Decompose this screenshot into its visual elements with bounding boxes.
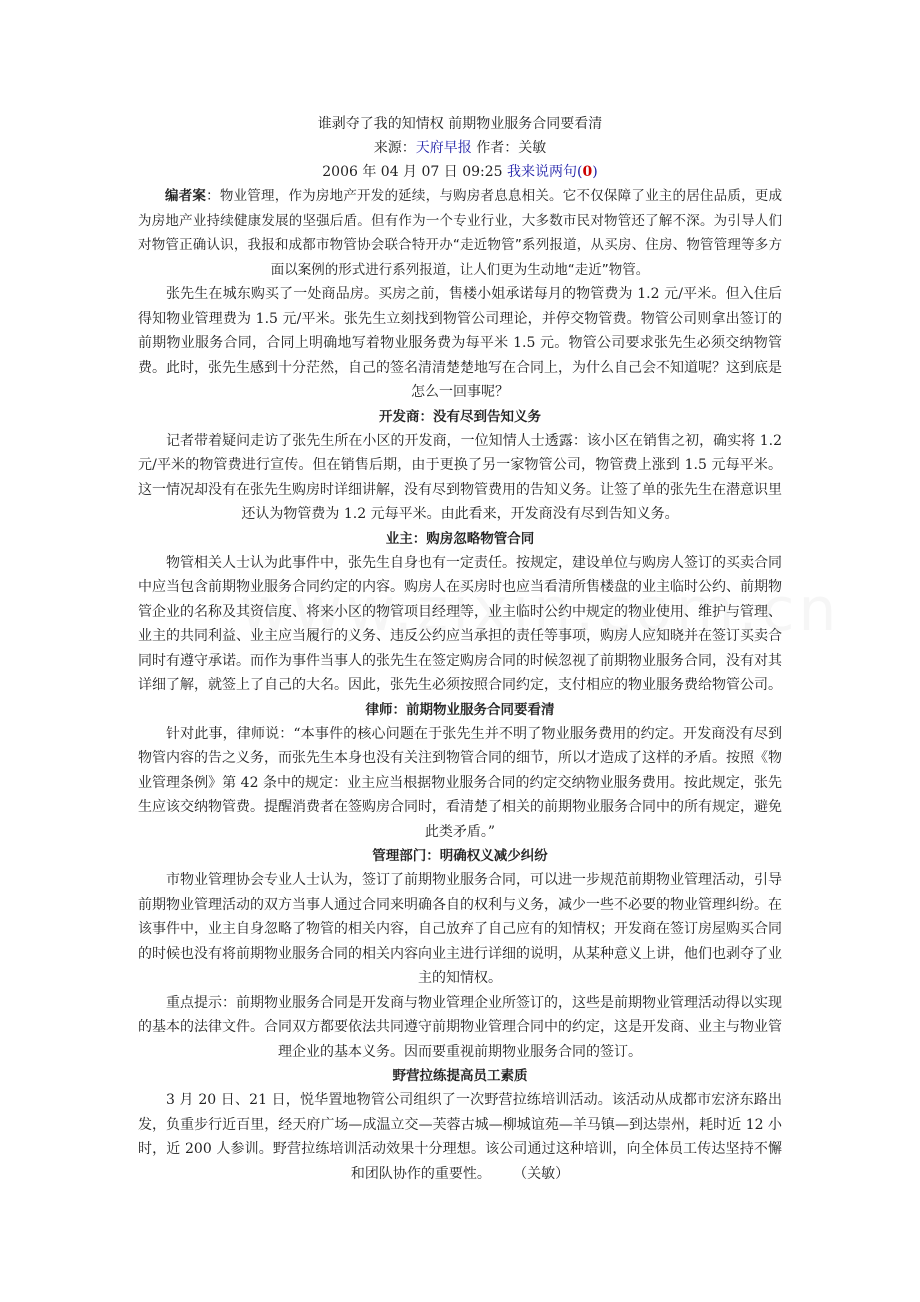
article-body: [138, 110, 782, 1186]
editor-note-text: ：物业管理，作为房地产开发的延续，与购房者息息相关。它不仅保障了业主的居住品质，更成为房地产业持续健康发展的坚强后盾。但有作为一个专业行业，大多数市民对物管还了解不深。为引导人们对物管正确认识，我报和成都市物管协会联合特开办“走近物管”系列报道，从买房、住房、物管管理等多方面以案例的形式进行系列报道，让人们更为生动地“走近”物管。: [138, 188, 783, 278]
section-text-lawyer: 针对此事，律师说：“本事件的核心问题在于张先生并不明了物业服务费用的约定。开发商没有尽到物管内容的告之义务，而张先生本身也没有关注到物管合同的细节，所以才造成了这样的矛盾。按照《物业管理条例》第 42 条中的规定：业主应当根据物业服务合同的约定交纳物业服务费用。按此规定，张先生应该交纳物管费。提醒消费者在签购房合同时，看清楚了相关的前期物业服务合同中的所有规定，避免此类矛盾。”: [138, 725, 782, 840]
section-heading-owner: 业主：购房忽略物管合同: [385, 530, 535, 547]
source-link[interactable]: 天府早报: [415, 140, 472, 156]
author-label: 作者：: [471, 140, 519, 156]
editor-note-label: 编者案: [165, 188, 207, 204]
section-heading-authority: 管理部门：明确权义减少纠纷: [372, 848, 548, 864]
comment-count[interactable]: 0: [582, 164, 593, 180]
comment-link-text[interactable]: 我来说两句(: [507, 164, 583, 180]
publish-datetime: 2006 年 04 月 07 日 09:25: [322, 164, 503, 180]
news-heading: 野营拉练提高员工素质: [392, 1068, 528, 1084]
article-date-line: [138, 160, 782, 184]
section-text-authority: 市物业管理协会专业人士认为，签订了前期物业服务合同，可以进一步规范前期物业管理活动，引导前期物业管理活动的双方当事人通过合同来明确各自的权利与义务，减少一些不必要的物业管理纠纷。在该事件中，业主自身忽略了物管的相关内容，自己放弃了自己应有的知情权；开发商在签订房屋购买合同的时候也没有将前期物业服务合同的相关内容向业主进行详细的说明，从某种意义上讲，他们也剥夺了业主的知情权。: [138, 872, 782, 986]
news-paragraph: [138, 1088, 782, 1186]
article-title: 谁剥夺了我的知情权 前期物业服务合同要看清: [317, 116, 603, 132]
comment-link-close[interactable]: ): [592, 164, 598, 180]
intro-paragraph: 张先生在城东购买了一处商品房。买房之前，售楼小姐承诺每月的物管费为 1.2 元/平米。但入住后得知物业管理费为 1.5 元/平米。张先生立刻找到物管公司理论，并停交物管费。物管公司则拿出签订的前期物业服务合同，合同上明确地写着物业服务费为每平米 1.5 元。物管公司要求张先生必须交纳物管费。此时，张先生感到十分茫然，自己的签名清清楚楚地写在合同上，为什么自己会不知道呢？这到底是怎么一回事呢？: [138, 286, 782, 400]
editor-note: [138, 184, 782, 282]
news-text: 3 月 20 日、21 日，悦华置地物管公司组织了一次野营拉练培训活动。该活动从成都市宏济东路出发，负重步行近百里，经天府广场—成温立交—芙蓉古城—柳城谊苑—羊马镇—到达崇州，耗时近 12 小时，近 200 人参训。野营拉练培训活动效果十分理想。该公司通过这种培训，向全体员工传达坚持不懈和团队协作的重要性。: [138, 1092, 782, 1182]
section-heading-developer: 开发商：没有尽到告知义务: [379, 408, 541, 425]
key-tip-paragraph: 重点提示：前期物业服务合同是开发商与物业管理企业所签订的，这些是前期物业管理活动得以实现的基本的法律文件。合同双方都要依法共同遵守前期物业管理合同中的约定，这是开发商、业主与物业管理企业的基本义务。因而要重视前期物业服务合同的签订。: [138, 994, 782, 1060]
author-name: 关敏: [518, 140, 547, 156]
comment-link[interactable]: [507, 164, 598, 180]
section-heading-lawyer: 律师：前期物业服务合同要看清: [365, 701, 555, 718]
source-label: 来源：: [373, 140, 416, 156]
section-text-developer: 记者带着疑问走访了张先生所在小区的开发商，一位知情人士透露：该小区在销售之初，确实将 1.2 元/平米的物管费进行宣传。但在销售后期，由于更换了另一家物管公司，物管费上涨到 1.5 元每平米。这一情况却没有在张先生购房时详细讲解，没有尽到物管费用的告知义务。让签了单的张先生在潜意识里还认为物管费为 1.2 元每平米。由此看来，开发商没有尽到告知义务。: [138, 432, 782, 522]
article-source-line: [138, 136, 782, 160]
section-text-owner: 物管相关人士认为此事件中，张先生自身也有一定责任。按规定，建设单位与购房人签订的买卖合同中应当包含前期物业服务合同约定的内容。购房人在买房时也应当看清所售楼盘的业主临时公约、前期物管企业的名称及其资信度、将来小区的物管项目经理等，业主临时公约中规定的物业使用、维护与管理、业主的共同利益、业主应当履行的义务、违反公约应当承担的责任等事项，购房人应知晓并在签订买卖合同时有遵守承诺。而作为事件当事人的张先生在签定购房合同的时候忽视了前期物业服务合同，没有对其详细了解，就签上了自己的大名。因此，张先生必须按照合同约定，支付相应的物业服务费给物管公司。: [138, 554, 782, 693]
news-byline: （关敏）: [513, 1165, 570, 1182]
